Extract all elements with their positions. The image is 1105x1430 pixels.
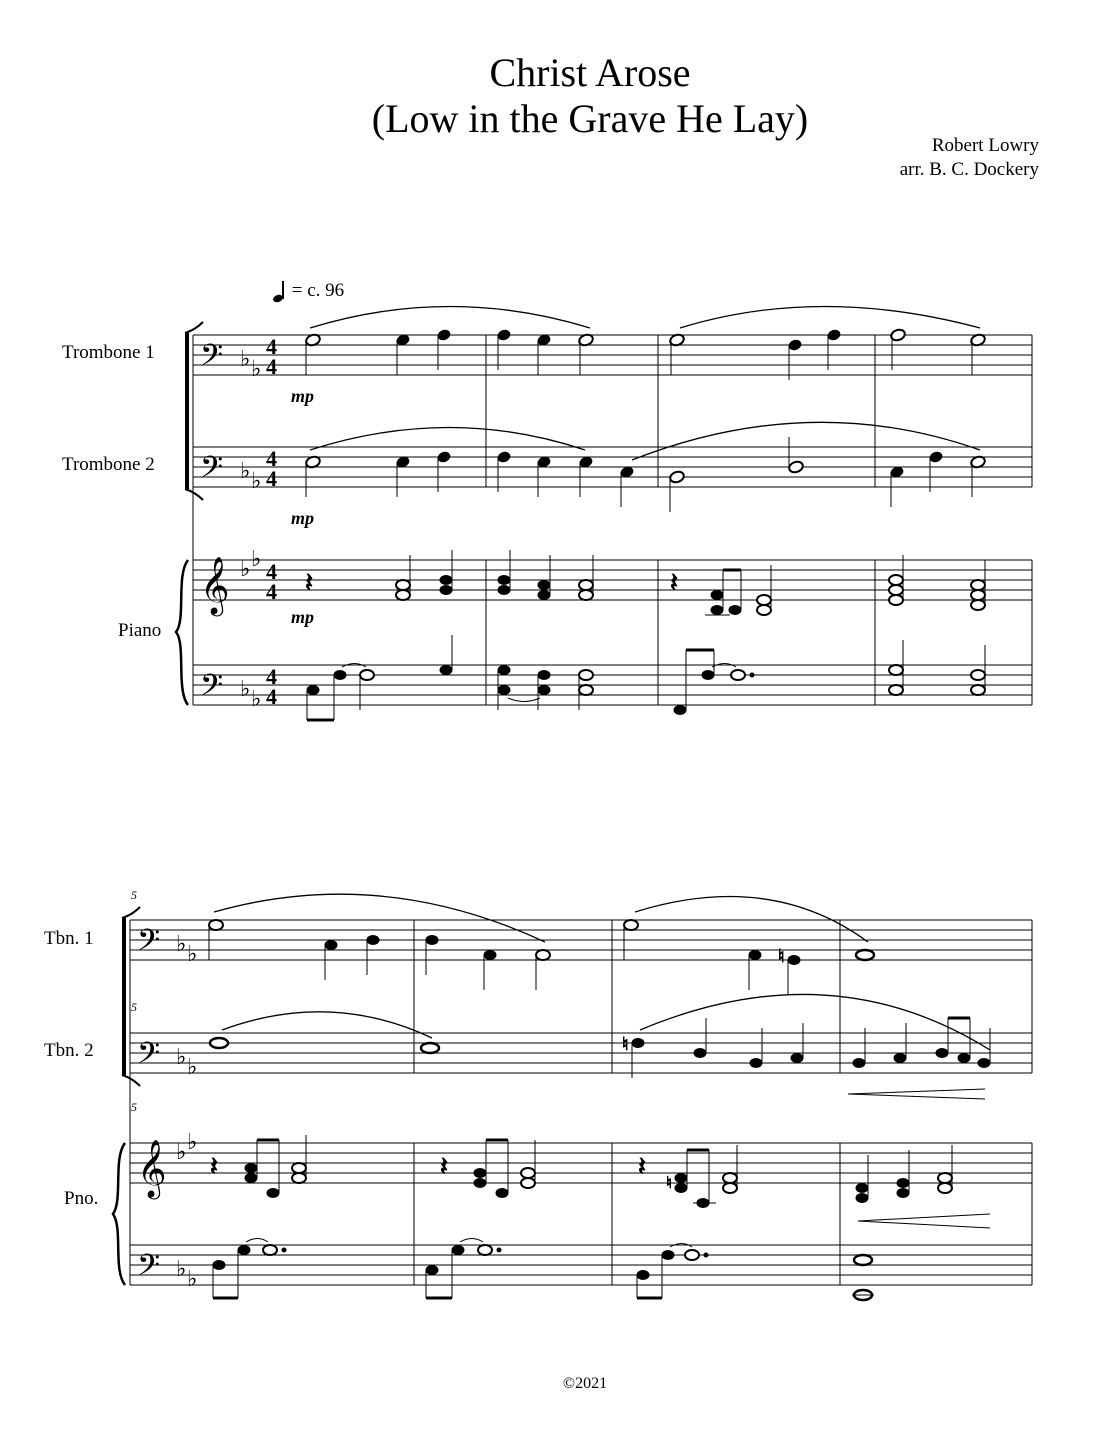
svg-text:♭: ♭ xyxy=(187,1055,198,1080)
svg-text:4: 4 xyxy=(266,664,277,689)
label-piano-short: Pno. xyxy=(64,1188,99,1209)
svg-text:♭: ♭ xyxy=(251,687,262,712)
title-line-2: (Low in the Grave He Lay) xyxy=(371,96,809,141)
key-signature-flats-icon xyxy=(240,347,261,712)
svg-text:♭: ♭ xyxy=(176,932,187,957)
label-piano: Piano xyxy=(118,620,162,641)
svg-text:♭: ♭ xyxy=(240,557,251,582)
svg-text:4: 4 xyxy=(266,446,277,471)
svg-text:𝄢: 𝄢 xyxy=(200,669,224,710)
svg-text:♭: ♭ xyxy=(240,347,251,372)
label-tbn-1-short: Tbn. 1 xyxy=(44,928,94,949)
notes-trombone-1-system-2 xyxy=(209,920,874,995)
svg-text:♭: ♭ xyxy=(251,547,262,572)
crescendo-hairpin-piano xyxy=(858,1214,990,1228)
svg-text:𝄽: 𝄽 xyxy=(670,568,678,598)
svg-text:4: 4 xyxy=(266,559,277,584)
svg-text:𝄢: 𝄢 xyxy=(137,1037,161,1078)
label-trombone-1: Trombone 1 xyxy=(62,342,155,363)
brace-piano-1 xyxy=(176,560,188,705)
measure-number-tbn2: 5 xyxy=(131,1000,137,1014)
svg-text:4: 4 xyxy=(266,334,277,359)
svg-text:4: 4 xyxy=(266,354,277,379)
svg-text:♭: ♭ xyxy=(240,677,251,702)
dynamic-tbn2: mp xyxy=(291,508,315,528)
measure-number-piano: 5 xyxy=(131,1100,137,1114)
notes-trombone-2-system-2 xyxy=(210,1018,990,1078)
notes-trombone-2-system-1 xyxy=(305,437,987,512)
svg-text:4: 4 xyxy=(266,684,277,709)
label-trombone-2: Trombone 2 xyxy=(62,454,155,475)
measure-number-tbn1: 5 xyxy=(131,888,137,902)
notes-piano-treble-system-2 xyxy=(210,1135,952,1208)
title-line-1: Christ Arose xyxy=(489,50,691,95)
tempo-text: = c. 96 xyxy=(291,280,345,301)
quarter-rest-icon: 𝄽 xyxy=(305,568,313,598)
treble-clef-icon xyxy=(200,556,230,617)
svg-text:♭: ♭ xyxy=(187,1267,198,1292)
svg-text:𝄞: 𝄞 xyxy=(200,556,230,614)
svg-text:♮: ♮ xyxy=(778,946,785,967)
dynamic-piano: mp xyxy=(291,607,315,627)
slurs-trombone-1-system-2 xyxy=(214,894,868,942)
svg-text:4: 4 xyxy=(266,466,277,491)
dynamic-tbn1: mp xyxy=(291,386,315,406)
svg-text:♭: ♭ xyxy=(176,1140,187,1165)
label-tbn-2-short: Tbn. 2 xyxy=(44,1040,94,1061)
key-signature-system-2 xyxy=(176,932,197,1292)
barlines-system-2 xyxy=(130,920,1032,1285)
svg-text:𝄽: 𝄽 xyxy=(210,1152,218,1182)
svg-text:4: 4 xyxy=(266,579,277,604)
svg-text:𝄽: 𝄽 xyxy=(638,1152,646,1182)
svg-text:𝄢: 𝄢 xyxy=(137,924,161,965)
svg-text:𝄢: 𝄢 xyxy=(137,1249,161,1290)
svg-text:𝄞: 𝄞 xyxy=(137,1139,167,1197)
svg-text:♮: ♮ xyxy=(666,1173,672,1192)
svg-text:♭: ♭ xyxy=(240,459,251,484)
slurs-trombone-2-system-1 xyxy=(310,422,980,460)
staff-lines-system-2 xyxy=(130,920,1032,1285)
notes-piano-bass-system-1 xyxy=(307,635,985,720)
crescendo-hairpin-tbn2 xyxy=(848,1089,985,1099)
time-signatures-system-1 xyxy=(266,334,277,709)
composer: Robert Lowry xyxy=(931,135,1039,156)
notes-piano-bass-system-2 xyxy=(213,1239,874,1301)
slurs-trombone-1-system-1 xyxy=(310,307,980,329)
staff-lines-system-1 xyxy=(193,335,1032,705)
svg-text:♭: ♭ xyxy=(187,942,198,967)
svg-text:♭: ♭ xyxy=(176,1257,187,1282)
svg-text:♮: ♮ xyxy=(622,1034,629,1055)
brace-piano-2 xyxy=(113,1143,125,1285)
arranger: arr. B. C. Dockery xyxy=(899,159,1039,180)
barlines-system-1 xyxy=(193,335,1032,705)
clefs-system-2 xyxy=(137,924,167,1290)
svg-text:𝄽: 𝄽 xyxy=(440,1152,448,1182)
bass-clef-icon xyxy=(200,339,223,710)
copyright: ©2021 xyxy=(562,1375,608,1392)
svg-text:♭: ♭ xyxy=(176,1045,187,1070)
svg-text:𝄢: 𝄢 xyxy=(200,451,224,492)
svg-text:♭: ♭ xyxy=(251,357,262,382)
slurs-trombone-2-system-2 xyxy=(222,994,990,1050)
svg-text:𝄢: 𝄢 xyxy=(200,339,224,380)
svg-text:♭: ♭ xyxy=(251,469,262,494)
svg-text:♭: ♭ xyxy=(187,1130,198,1155)
notes-trombone-1-system-1 xyxy=(305,328,987,380)
